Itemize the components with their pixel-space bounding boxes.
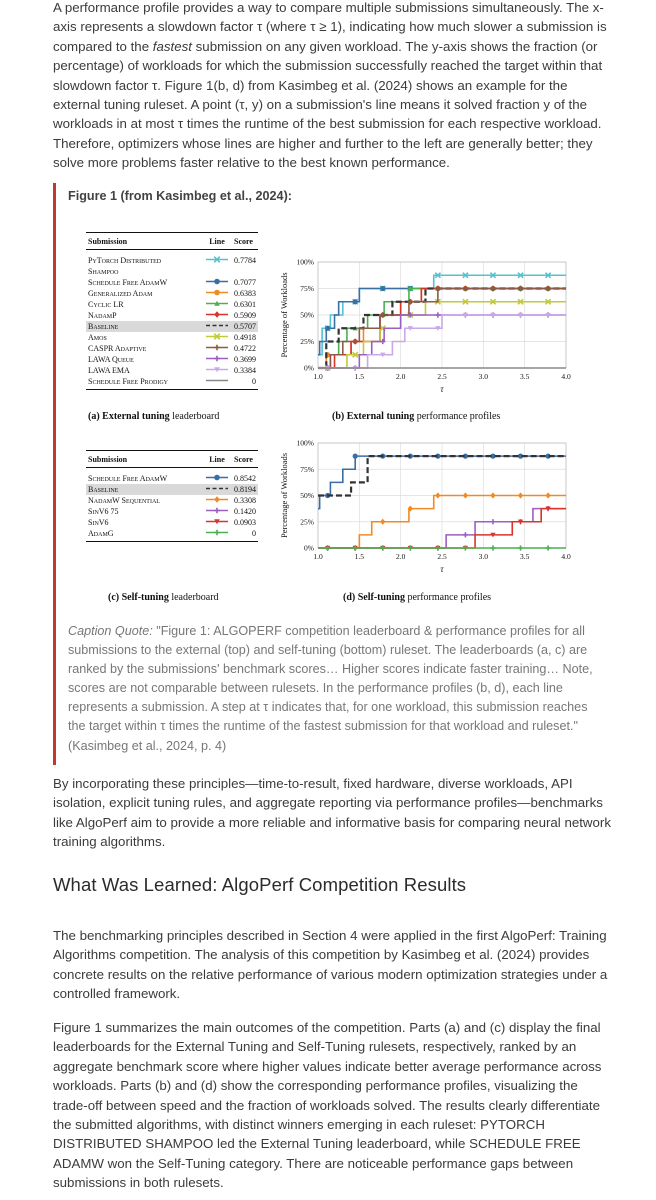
leaderboard-row (86, 321, 258, 332)
leaderboard-score: 0.7784 (234, 256, 256, 265)
subcaption-c (108, 592, 219, 603)
leaderboard-score: 0.8542 (234, 474, 256, 483)
leaderboard-score: 0.4918 (234, 333, 256, 342)
y-axis-label: Percentage of Workloads (279, 452, 289, 539)
leaderboard-submission-name: Baseline (86, 321, 202, 332)
leaderboard-score: 0.5909 (234, 311, 256, 320)
series-marker (490, 519, 495, 524)
leaderboard-score: 0.5707 (234, 322, 256, 331)
x-tick-label: 2.5 (437, 372, 447, 381)
x-tick-label: 1.0 (313, 372, 323, 381)
leaderboard-score: 0.3699 (234, 355, 256, 364)
leaderboard-line-marker (214, 530, 220, 536)
leaderboard-submission-name: Generalized Adam (88, 289, 153, 298)
subcaption-a-rest: leaderboard (169, 411, 220, 422)
x-tick-label: 4.0 (561, 552, 571, 561)
series-marker (435, 492, 440, 498)
leaderboard-score: 0.3384 (234, 366, 256, 375)
leaderboard-line-marker (214, 290, 220, 296)
x-tick-label: 4.0 (561, 372, 571, 381)
leaderboard-row (86, 266, 258, 277)
leaderboard-row (86, 354, 258, 365)
leaderboard-submission-name: Cyclic LR (88, 300, 124, 309)
intro-emphasis: fastest (152, 38, 192, 54)
series-marker (353, 299, 358, 304)
x-axis-label: τ (440, 564, 444, 574)
y-tick-label: 100% (296, 438, 314, 448)
leaderboard-line-swatch (202, 506, 232, 517)
leaderboard-submission-name: Amos (88, 333, 107, 342)
x-tick-label: 1.5 (354, 552, 365, 561)
series-marker (380, 519, 385, 525)
leaderboard-submission-name: LAWA EMA (88, 366, 130, 375)
x-tick-label: 1.0 (313, 552, 323, 561)
leaderboard-row (86, 288, 258, 299)
series-marker (490, 545, 495, 550)
leaderboard-row (86, 365, 258, 376)
leaderboard-line-swatch (202, 332, 232, 343)
leaderboard-line-marker (214, 311, 220, 318)
x-tick-label: 3.5 (519, 552, 530, 561)
series-marker (545, 492, 550, 498)
subcaption-d-rest: performance profiles (404, 592, 492, 603)
leaderboard-row (86, 528, 258, 539)
leaderboard-row (86, 299, 258, 310)
figure-title: Figure 1 (from Kasimbeg et al., 2024): (68, 189, 292, 203)
leaderboard-external (86, 232, 258, 390)
y-tick-label: 75% (300, 284, 314, 293)
x-axis-label: τ (440, 384, 444, 394)
y-tick-label: 25% (300, 517, 314, 527)
leaderboard-submission-name: Schedule Free AdamW (88, 474, 168, 483)
leaderboard-score: 0.1420 (234, 507, 256, 516)
leaderboard-score: 0.6301 (234, 300, 256, 309)
leaderboard-submission-name: SinV6 (88, 518, 109, 527)
leaderboard-row (86, 495, 258, 506)
leaderboard-line-marker (214, 279, 220, 285)
leaderboard-submission-name: PyTorch Distributed (88, 256, 162, 265)
leaderboard-line-marker (214, 356, 220, 362)
leaderboard-header-cell: Line (202, 455, 232, 468)
after-figure-paragraph: By incorporating these principles—time-to-result, fixed hardware, diverse workloads, API isolation, explicit tuning rules, and aggregate reporting via performance profiles—benchmarks like AlgoPerf aim to provide a more reliable and informative basis for comparing neural network training algorithms. (53, 776, 612, 850)
subcaption-d-label: (d) Self-tuning (343, 592, 405, 603)
leaderboard-submission-name: Schedule Free Prodigy (88, 377, 169, 386)
leaderboard-submission-name: SinV6 75 (88, 507, 119, 516)
leaderboard-score: 0 (252, 377, 256, 386)
intro-paragraph (53, 0, 613, 173)
subcaption-a (88, 411, 219, 422)
series-marker (325, 326, 330, 331)
leaderboard-line-swatch (202, 495, 232, 506)
intro-text-b: submission on any given workload. The y-axis shows the fraction (or percentage) of workloads for which the submission successfully reached the target within that slowdown factor τ. Figure 1(b, d) from Kasimbeg et al. (2024) shows an example for the external tuning ruleset. A point (τ, y) on a submission's line means it solved fraction y of the workloads in at most τ times the runtime of the best submission for each respective workload. Therefore, optimizers whose lines are higher and further to the left are generally better; they solve more problems faster relative to the best known performance. (53, 38, 603, 171)
leaderboard-line-marker (214, 475, 220, 481)
leaderboard-line-swatch (202, 484, 232, 495)
y-axis-label: Percentage of Workloads (279, 272, 289, 358)
leaderboard-header-cell: Score (232, 237, 258, 250)
leaderboard-header-cell: Score (232, 455, 258, 468)
series-marker (518, 545, 523, 550)
leaderboard-line-marker (214, 345, 220, 351)
subcaption-c-label: (c) Self-tuning (108, 592, 169, 603)
leaderboard-score: 0.8194 (234, 485, 256, 494)
leaderboard-header-row (86, 237, 258, 250)
leaderboard-submission-name: LAWA Queue (88, 355, 134, 364)
leaderboard-submission-name: AdamG (88, 529, 114, 538)
section-paragraph-1: The benchmarking principles described in Section 4 were applied in the first AlgoPerf: Training Algorithms competition. The analysis of this competition by Kasimbeg et al. (2024) provides concrete results on the relative performance of various modern optimization strategies under a controlled framework. (53, 928, 608, 1002)
series-marker (463, 492, 468, 498)
series-marker (435, 312, 440, 317)
caption-label: Caption Quote: (68, 624, 153, 638)
leaderboard-row (86, 343, 258, 354)
x-tick-label: 3.0 (478, 372, 489, 381)
performance-profile-self-chart (270, 435, 590, 585)
leaderboard-submission-name: NadamW Sequential (88, 496, 160, 505)
leaderboard-submission-name: Schedule Free AdamW (88, 278, 168, 287)
series-marker (380, 286, 385, 291)
subcaption-c-rest: leaderboard (168, 592, 219, 603)
leaderboard-line-swatch (202, 354, 232, 365)
leaderboard-row (86, 277, 258, 288)
leaderboard-line-swatch (202, 299, 232, 310)
subcaption-b-rest: performance profiles (414, 411, 501, 422)
caption-text: "Figure 1: ALGOPERF competition leaderboard & performance profiles for all submissions to the external (top) and self-tuning (bottom) ruleset. The leaderboards (a, c) are ranked by the submissions' benchmark scores… Higher scores indicate faster training… Note, scores are not comparable between rulesets. In the performance profiles (b, d), each line represents a submission. A step at τ indicates that, for one workload, this submission reaches the target within τ times the runtime of the fastest submission for that workload and ruleset." (Kasimbeg et al., 2024, p. 4) (68, 624, 593, 753)
leaderboard-bottom-rule (86, 387, 258, 390)
leaderboard-line-swatch (202, 321, 232, 332)
leaderboard-line-swatch (202, 310, 232, 321)
leaderboard-bottom-rule (86, 539, 258, 542)
x-tick-label: 3.0 (478, 552, 489, 561)
leaderboard-line-marker (214, 508, 220, 514)
leaderboard-line-swatch (202, 528, 232, 539)
subcaption-b (332, 411, 500, 422)
leaderboard-external-table (86, 232, 258, 390)
leaderboard-score: 0.6383 (234, 289, 256, 298)
leaderboard-submission-name: NadamP (88, 311, 117, 320)
leaderboard-header-cell: Submission (86, 455, 202, 468)
leaderboard-row (86, 376, 258, 387)
figure-caption (68, 622, 598, 756)
y-tick-label: 100% (296, 257, 314, 267)
subcaption-a-label: (a) External tuning (88, 411, 170, 422)
leaderboard-line-swatch (202, 517, 232, 528)
y-tick-label: 0% (304, 543, 314, 553)
leaderboard-self-table (86, 450, 258, 542)
leaderboard-row (86, 506, 258, 517)
y-tick-label: 0% (304, 363, 314, 373)
leaderboard-row (86, 310, 258, 321)
series-marker (353, 454, 358, 459)
leaderboard-row (86, 255, 258, 266)
leaderboard-row (86, 473, 258, 484)
leaderboard-submission-name: Baseline (86, 484, 202, 495)
x-tick-label: 1.5 (354, 372, 365, 381)
leaderboard-header-cell: Submission (86, 237, 202, 250)
leaderboard-score (232, 266, 258, 277)
leaderboard-score: 0.3308 (234, 496, 256, 505)
leaderboard-header-row (86, 455, 258, 468)
intro-text-a: A performance profile provides a way to compare multiple submissions simultaneously. The x-axis represents a slowdown factor τ (where τ ≥ 1), indicating how much slower a submission is compared to the (53, 0, 607, 54)
leaderboard-submission-name: CASPR Adaptive (88, 344, 147, 353)
leaderboard-line-swatch (202, 365, 232, 376)
performance-profile-external-chart (270, 240, 590, 406)
y-tick-label: 50% (300, 310, 314, 320)
leaderboard-score: 0.7077 (234, 278, 256, 287)
subcaption-d (343, 592, 491, 603)
leaderboard-line-swatch (202, 376, 232, 387)
x-tick-label: 3.5 (519, 372, 530, 381)
section-paragraph-2: Figure 1 summarizes the main outcomes of the competition. Parts (a) and (c) display the final leaderboards for the External Tuning and Self-Tuning rulesets, respectively, ranked by an aggregate benchmark score where higher values indicate better average performance across workloads. Parts (b) and (d) show the corresponding performance profiles, visualizing the trade-off between speed and the fraction of workloads solved. The results clearly differentiate the submitted algorithms, with distinct winners emerging in each ruleset: PYTORCH DISTRIBUTED SHAMPOO led the External Tuning leaderboard, while SCHEDULE FREE ADAMW won the Self-Tuning category. There are noticeable performance gaps between submissions in both rulesets. (53, 1020, 602, 1191)
leaderboard-line-swatch (202, 343, 232, 354)
leaderboard-score: 0 (252, 529, 256, 538)
series-marker (463, 532, 468, 537)
x-tick-label: 2.0 (395, 372, 406, 381)
leaderboard-score: 0.0903 (234, 518, 256, 527)
leaderboard-self (86, 450, 258, 542)
series-marker (545, 545, 550, 550)
leaderboard-submission-name: Shampoo (88, 267, 119, 276)
section-heading: What Was Learned: AlgoPerf Competition Results (53, 874, 467, 895)
leaderboard-score: 0.4722 (234, 344, 256, 353)
leaderboard-line-marker (214, 496, 220, 503)
series-marker (518, 492, 523, 498)
leaderboard-line-swatch (202, 473, 232, 484)
leaderboard-header-cell: Line (202, 237, 232, 250)
leaderboard-row (86, 484, 258, 495)
y-tick-label: 25% (300, 337, 314, 346)
subcaption-b-label: (b) External tuning (332, 411, 415, 422)
y-tick-label: 50% (300, 491, 314, 500)
leaderboard-line-swatch (202, 266, 232, 277)
y-tick-label: 75% (300, 464, 314, 474)
x-tick-label: 2.0 (395, 552, 406, 561)
leaderboard-line-swatch (202, 255, 232, 266)
leaderboard-row (86, 332, 258, 343)
x-tick-label: 2.5 (437, 552, 447, 561)
leaderboard-line-swatch (202, 277, 232, 288)
leaderboard-line-swatch (202, 288, 232, 299)
series-marker (490, 492, 495, 498)
leaderboard-row (86, 517, 258, 528)
